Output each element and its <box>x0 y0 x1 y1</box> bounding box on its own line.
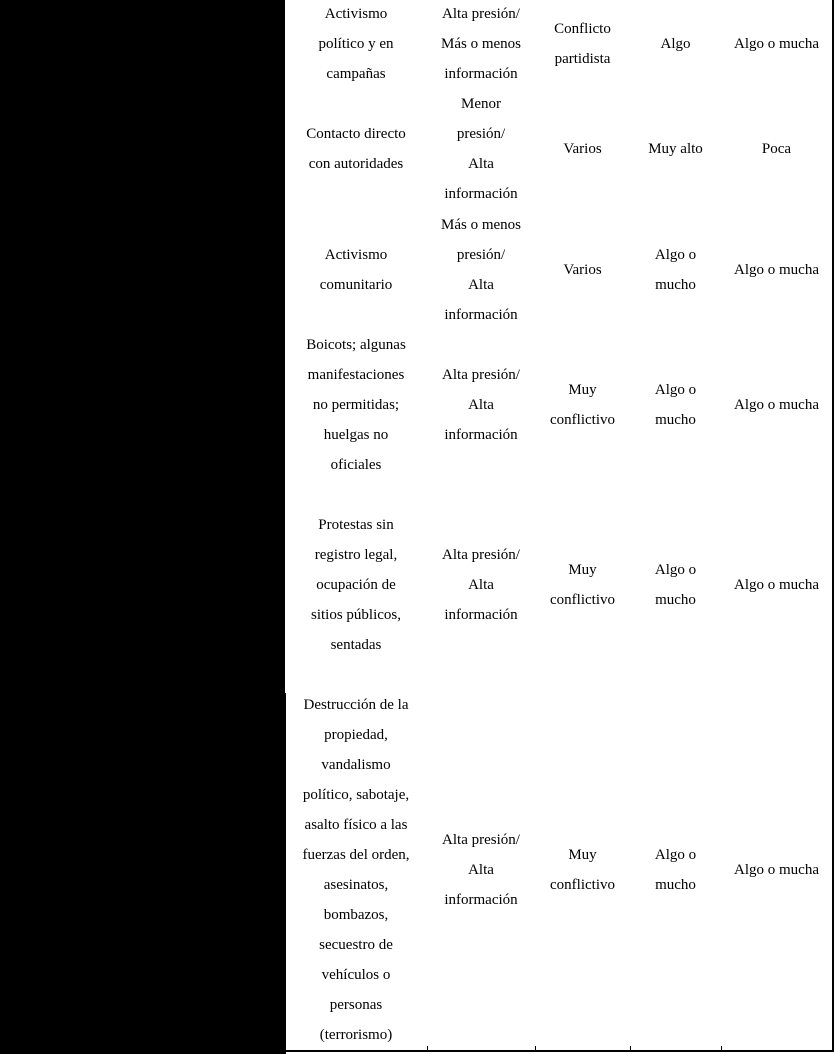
cell-line: Alta <box>468 577 494 593</box>
cell-line: Más o menos <box>441 36 521 52</box>
cell-line: sitios públicos, <box>310 607 401 623</box>
table-row <box>285 0 832 88</box>
initiative-cell <box>630 510 721 660</box>
activity-cell <box>285 690 427 1050</box>
pressure-info-cell <box>427 210 535 330</box>
cell-line: Algo <box>660 36 691 52</box>
initiative-cell <box>630 210 721 330</box>
cell-line: no permitidas; <box>312 397 400 413</box>
table-row <box>285 210 832 330</box>
table-row <box>285 330 832 480</box>
redacted-black-panel-lower <box>0 693 286 1054</box>
conflict-cell <box>535 330 630 480</box>
cell-line: información <box>444 607 518 623</box>
conflict-cell <box>535 89 630 209</box>
cell-line: Activismo <box>324 247 388 263</box>
cell-line: Algo o <box>654 382 697 398</box>
cell-line: partidista <box>554 51 611 67</box>
pressure-info-cell <box>427 0 535 88</box>
cooperation-cell <box>721 210 832 330</box>
cell-line: secuestro de <box>319 937 393 953</box>
initiative-cell <box>630 330 721 480</box>
cell-line: político y en <box>318 36 394 52</box>
cell-line: bombazos, <box>323 907 389 923</box>
cell-line: información <box>444 892 518 908</box>
cell-line: Contacto directo <box>306 126 406 142</box>
cell-line: asesinatos, <box>323 877 389 893</box>
cell-line: Algo o <box>654 562 697 578</box>
cell-line: Boicots; algunas <box>306 337 406 353</box>
cell-line: Alta <box>468 862 494 878</box>
participation-table <box>285 0 834 1052</box>
conflict-cell <box>535 210 630 330</box>
cell-line: Muy alto <box>648 141 703 157</box>
cell-line: Protestas sin <box>318 517 394 533</box>
cell-line: Menor <box>461 96 501 112</box>
conflict-cell <box>535 690 630 1050</box>
activity-cell <box>285 510 427 660</box>
cell-line: Alta <box>468 277 494 293</box>
cell-line: Algo o mucha <box>734 862 819 878</box>
cell-line: información <box>444 186 518 202</box>
cell-line: político, sabotaje, <box>302 787 410 803</box>
activity-cell <box>285 210 427 330</box>
cell-line: Alta <box>468 156 494 172</box>
cell-line: Algo o mucha <box>734 36 819 52</box>
pressure-info-cell <box>427 330 535 480</box>
cell-line: conflictivo <box>550 877 615 893</box>
cooperation-cell <box>721 330 832 480</box>
cell-line: Destrucción de la <box>303 697 409 713</box>
cell-line: Muy <box>568 562 597 578</box>
cell-line: personas <box>329 997 383 1013</box>
cell-line: Alta presión/ <box>442 6 520 22</box>
table-row <box>285 510 832 660</box>
cell-line: Más o menos <box>441 217 521 233</box>
cooperation-cell <box>721 690 832 1050</box>
cell-line: información <box>444 427 518 443</box>
activity-cell <box>285 0 427 88</box>
cell-line: mucho <box>655 277 696 293</box>
conflict-cell <box>535 510 630 660</box>
cell-line: Alta presión/ <box>442 367 520 383</box>
cell-line: Muy <box>568 382 597 398</box>
cell-line: huelgas no <box>323 427 389 443</box>
table-row <box>285 89 832 209</box>
pressure-info-cell <box>427 89 535 209</box>
cell-line: información <box>444 66 518 82</box>
cell-line: Alta presión/ <box>442 547 520 563</box>
cell-line: Conflicto <box>554 21 611 37</box>
conflict-cell <box>535 0 630 88</box>
cell-line: con autoridades <box>308 156 404 172</box>
cell-line: presión/ <box>456 126 506 142</box>
cooperation-cell <box>721 0 832 88</box>
cell-line: propiedad, <box>324 727 388 743</box>
cell-line: Activismo <box>324 6 388 22</box>
pressure-info-cell <box>427 510 535 660</box>
cell-line: conflictivo <box>550 412 615 428</box>
cell-line: mucho <box>655 877 696 893</box>
initiative-cell <box>630 690 721 1050</box>
cell-line: vehículos o <box>321 967 391 983</box>
initiative-cell <box>630 89 721 209</box>
cooperation-cell <box>721 89 832 209</box>
cell-line: Alta presión/ <box>442 832 520 848</box>
cell-line: fuerzas del orden, <box>302 847 410 863</box>
cell-line: ocupación de <box>316 577 396 593</box>
cell-line: sentadas <box>330 637 382 653</box>
pressure-info-cell <box>427 690 535 1050</box>
cell-line: mucho <box>655 592 696 608</box>
cell-line: presión/ <box>456 247 506 263</box>
cell-line: oficiales <box>330 457 382 473</box>
activity-cell <box>285 89 427 209</box>
cell-line: conflictivo <box>550 592 615 608</box>
cell-line: Algo o mucha <box>734 262 819 278</box>
cell-line: asalto físico a las <box>304 817 408 833</box>
initiative-cell <box>630 0 721 88</box>
activity-cell <box>285 330 427 480</box>
cell-line: (terrorismo) <box>319 1027 393 1043</box>
cell-line: Muy <box>568 847 597 863</box>
cell-line: Algo o <box>654 847 697 863</box>
cell-line: mucho <box>655 412 696 428</box>
cell-line: campañas <box>326 66 386 82</box>
cell-line: información <box>444 307 518 323</box>
cell-line: Varios <box>563 262 602 278</box>
cell-line: comunitario <box>319 277 393 293</box>
cell-line: Varios <box>563 141 602 157</box>
cooperation-cell <box>721 510 832 660</box>
cell-line: Algo o mucha <box>734 397 819 413</box>
cell-line: registro legal, <box>314 547 398 563</box>
table-row <box>285 690 832 1050</box>
cell-line: manifestaciones <box>307 367 405 383</box>
cell-line: Alta <box>468 397 494 413</box>
cell-line: Algo o <box>654 247 697 263</box>
cell-line: Poca <box>761 141 792 157</box>
cell-line: vandalismo <box>321 757 391 773</box>
cell-line: Algo o mucha <box>734 577 819 593</box>
